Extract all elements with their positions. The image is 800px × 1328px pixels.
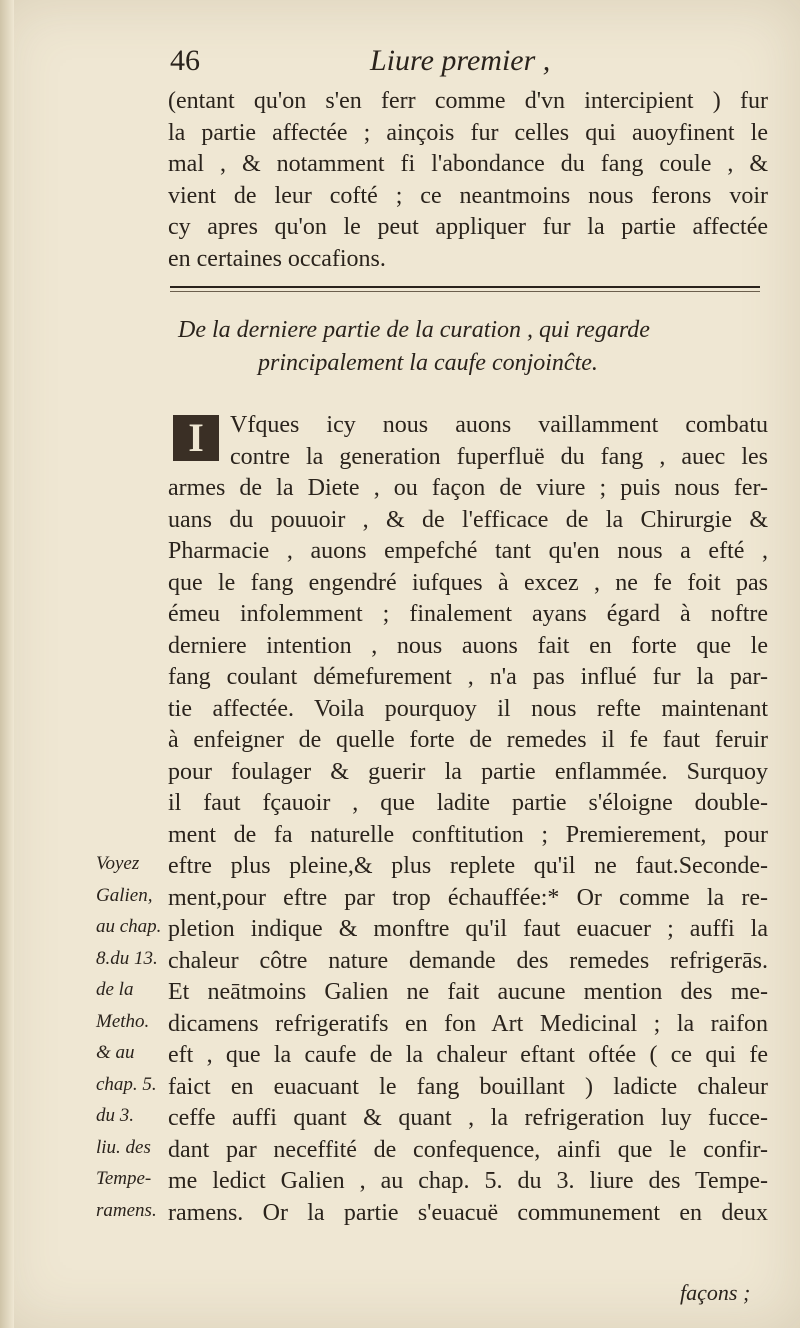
text-line: à enfeigner de quelle forte de remedes il fe faut feruir xyxy=(168,727,768,753)
marginal-line: Galien, xyxy=(96,884,153,906)
drop-cap: I xyxy=(170,412,222,464)
marginal-line: au chap. xyxy=(96,916,162,937)
text-line: émeu infolemment ; finalement ayans égard à noftre xyxy=(168,601,768,627)
text-line: chaleur côtre nature demande des remedes refrigerās. xyxy=(168,947,768,974)
marginal-line: Metho. xyxy=(96,1010,150,1032)
marginal-line: ramens. xyxy=(96,1199,157,1221)
text-line: Et neātmoins Galien ne fait aucune mention des me- xyxy=(168,979,768,1005)
marginal-line: du 3. xyxy=(96,1105,134,1126)
text-line: eftre plus pleine,& plus replete qu'il ne faut.Seconde- xyxy=(168,853,768,879)
text-line: fang coulant démefurement , n'a pas influé fur la par- xyxy=(168,664,768,690)
text-line: Vfques icy nous auons vaillamment combatu xyxy=(230,412,768,438)
running-title: Liure premier , xyxy=(370,44,551,77)
section-title xyxy=(170,314,770,380)
marginal-line: chap. 5. xyxy=(96,1073,157,1095)
text-line: contre la generation fuperfluë du fang , auec les xyxy=(230,443,768,470)
text-line: ramens. Or la partie s'euacuë communement en deux xyxy=(168,1199,768,1226)
text-line: il faut fçauoir , que ladite partie s'éloigne double- xyxy=(168,790,768,816)
text-line: dant par neceffité de confequence, ainfi que le confir- xyxy=(168,1136,768,1163)
marginal-line: de la xyxy=(96,979,134,1000)
marginal-line: Tempe- xyxy=(96,1168,152,1189)
text-line: (entant qu'on s'en ferr comme d'vn intercipient ) fur xyxy=(168,88,768,114)
text-line: derniere intention , nous auons fait en forte que le xyxy=(168,632,768,659)
text-line: pour foulager & guerir la partie enflammée. Surquoy xyxy=(168,758,768,785)
text-line: mal , & notamment fi l'abondance du fang coule , & xyxy=(168,151,768,177)
text-line: en certaines occafions. xyxy=(168,245,386,272)
text-line: armes de la Diete , ou façon de viure ; puis nous fer- xyxy=(168,475,768,501)
text-line: me ledict Galien , au chap. 5. du 3. liure des Tempe- xyxy=(168,1168,768,1194)
section-rule xyxy=(170,286,760,288)
text-line: cy apres qu'on le peut appliquer fur la partie affectée xyxy=(168,214,768,240)
section-rule-thin xyxy=(170,291,760,292)
text-line: uans du pouuoir , & de l'efficace de la Chirurgie & xyxy=(168,506,768,533)
text-line: Pharmacie , auons empefché tant qu'en nous a efté , xyxy=(168,538,768,564)
marginal-line: Voyez xyxy=(96,853,140,874)
page-number: 46 xyxy=(170,44,200,77)
catchword: façons ; xyxy=(680,1280,751,1305)
marginal-line: 8.du 13. xyxy=(96,947,158,969)
text-line: que le fang engendré iufques à excez , ne fe foit pas xyxy=(168,569,768,596)
marginal-line: liu. des xyxy=(96,1136,151,1158)
marginal-line: & au xyxy=(96,1042,135,1063)
marginal-note xyxy=(96,848,166,1226)
text-line: la partie affectée ; ainçois fur celles qui auoyfinent le xyxy=(168,119,768,146)
text-line: tie affectée. Voila pourquoy il nous refte maintenant xyxy=(168,695,768,722)
text-line: faict en euacuant le fang bouillant ) ladicte chaleur xyxy=(168,1073,768,1100)
section-title-line-1: De la derniere partie de la curation , qui regarde xyxy=(178,317,650,343)
top-paragraph xyxy=(168,86,768,275)
text-line: dicamens refrigeratifs en fon Art Medicinal ; la raifon xyxy=(168,1010,768,1037)
page-gutter xyxy=(0,0,14,1328)
section-title-line-2: principalement la caufe conjoinĉte. xyxy=(258,350,598,376)
text-line: ment,pour eftre par trop échauffée:* Or comme la re- xyxy=(168,884,768,911)
text-line: vient de leur cofté ; ce neantmoins nous ferons voir xyxy=(168,182,768,209)
body-paragraph xyxy=(168,410,768,1229)
text-line: pletion indique & monftre qu'il faut euacuer ; auffi la xyxy=(168,916,768,942)
text-line: ceffe auffi quant & quant , la refrigeration luy fucce- xyxy=(168,1105,768,1131)
text-line: ment de fa naturelle conftitution ; Premierement, pour xyxy=(168,821,768,848)
page-header xyxy=(170,44,760,84)
text-line: eft , que la caufe de la chaleur eftant oftée ( ce qui fe xyxy=(168,1042,768,1068)
